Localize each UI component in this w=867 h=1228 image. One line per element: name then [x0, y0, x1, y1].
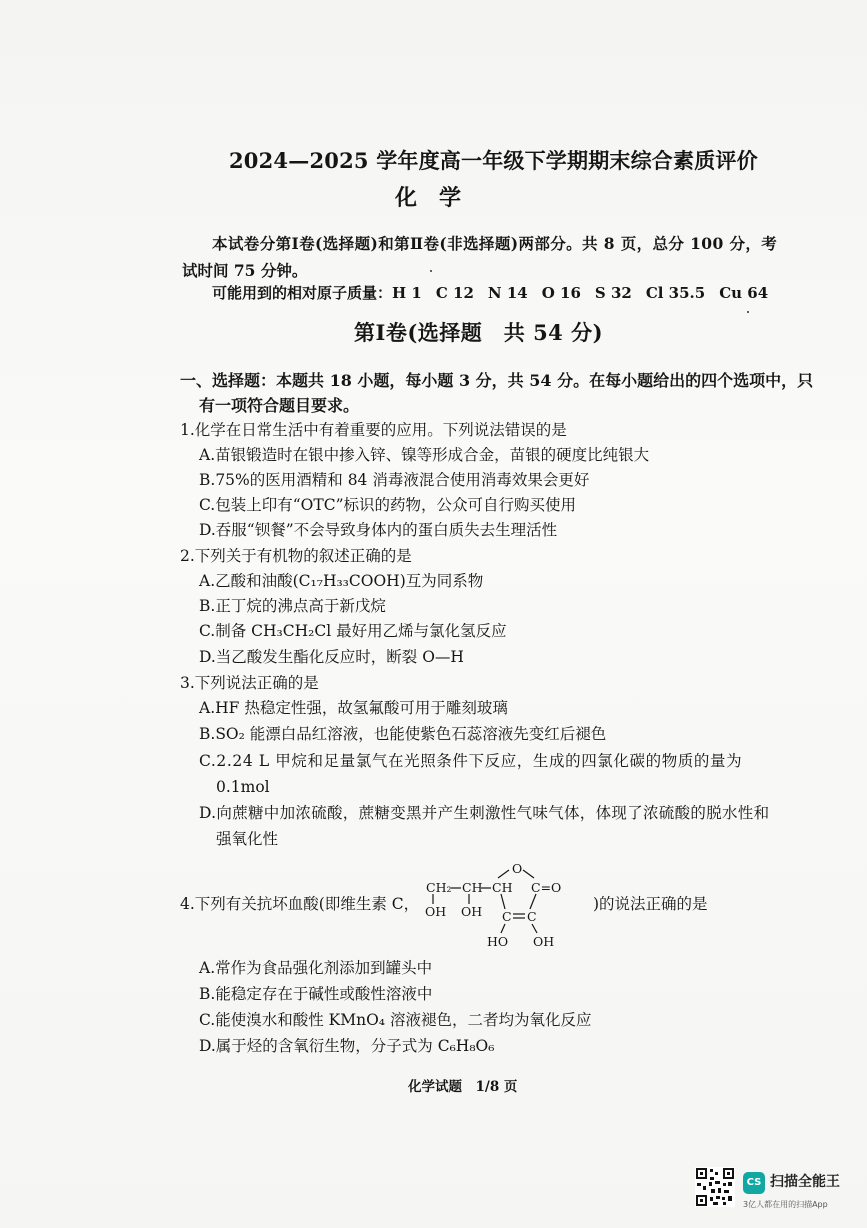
structure-oh-4: OH — [533, 934, 555, 949]
question-3-option-c: C.2.24 L 甲烷和足量氯气在光照条件下反应，生成的四氯化碳的物质的量为 — [199, 752, 743, 770]
question-3-option-b: B.SO₂ 能漂白品红溶液，也能使紫色石蕊溶液先变红后褪色 — [199, 725, 607, 743]
atomic-mass-cl: Cl 35.5 — [645, 284, 706, 302]
intro-line-1: 本试卷分第Ⅰ卷(选择题)和第Ⅱ卷(非选择题)两部分。共 8 页，总分 100 分，考 — [212, 234, 778, 253]
question-2-option-a: A.乙酸和油酸(C₁₇H₃₃COOH)互为同系物 — [199, 572, 484, 590]
question-4-option-c: C.能使溴水和酸性 KMnO₄ 溶液褪色，二者均为氧化反应 — [199, 1011, 592, 1029]
question-2-option-b: B.正丁烷的沸点高于新戊烷 — [199, 597, 386, 615]
question-4-option-a: A.常作为食品强化剂添加到罐头中 — [199, 959, 433, 977]
atomic-mass-c: C 12 — [435, 284, 474, 302]
part-instructions-line-1: 一、选择题：本题共 18 小题，每小题 3 分，共 54 分。在每小题给出的四个选项中，只 — [180, 371, 814, 390]
scan-speck — [430, 270, 432, 272]
exam-title: 2024—2025 学年度高一年级下学期期末综合素质评价 — [229, 148, 758, 173]
bond-c-c — [530, 894, 536, 909]
question-3-option-c-continued: 0.1mol — [216, 778, 270, 796]
structure-oh-1: OH — [425, 904, 447, 919]
atomic-masses — [212, 286, 782, 301]
question-3-option-d-continued: 强氧化性 — [216, 830, 279, 848]
question-1-option-c: C.包装上印有“OTC”标识的药物，公众可自行购买使用 — [199, 496, 576, 514]
atomic-mass-cu: Cu 64 — [719, 284, 769, 302]
question-1-option-d: D.吞服“钡餐”不会导致身体内的蛋白质失去生理活性 — [199, 521, 558, 539]
atomic-mass-s: S 32 — [594, 284, 632, 302]
atomic-mass-n: N 14 — [487, 284, 528, 302]
qr-code-icon — [695, 1167, 735, 1207]
bond-o-ch — [498, 870, 509, 878]
question-4-option-b: B.能稳定存在于碱性或酸性溶液中 — [199, 985, 433, 1003]
page-footer: 化学试题 1/8 页 — [408, 1079, 518, 1095]
vitamin-c-structure — [421, 856, 591, 951]
question-4-stem-end: )的说法正确的是 — [593, 895, 708, 913]
question-4-stem-start: 4.下列有关抗坏血酸(即维生素 C， — [180, 895, 420, 913]
intro-line-2: 试时间 75 分钟。 — [182, 261, 308, 280]
question-1-option-b: B.75%的医用酒精和 84 消毒液混合使用消毒效果会更好 — [199, 471, 590, 489]
bond-o-c — [523, 870, 534, 878]
atomic-mass-h: H 1 — [392, 284, 422, 302]
structure-ring-oxygen: O — [512, 861, 523, 876]
atomic-masses-label: 可能用到的相对原子质量： — [212, 284, 393, 302]
structure-ch2: CH₂ — [426, 880, 452, 895]
question-1-option-a: A.苗银锻造时在银中掺入锌、镍等形成合金，苗银的硬度比纯银大 — [199, 446, 650, 464]
structure-c-left: C — [502, 909, 512, 924]
question-4-option-d: D.属于烃的含氧衍生物，分子式为 C₆H₈O₆ — [199, 1037, 495, 1055]
structure-ch-b: CH — [492, 880, 513, 895]
scan-speck — [747, 311, 749, 313]
subject-title: 化学 — [395, 185, 484, 211]
bond-c-ho — [501, 924, 505, 933]
section-title: 第Ⅰ卷(选择题 共 54 分) — [354, 320, 604, 345]
question-3-option-d: D.向蔗糖中加浓硫酸，蔗糖变黑并产生刺激性气味气体，体现了浓硫酸的脱水性和 — [199, 804, 770, 822]
bond-ch-c — [501, 894, 505, 909]
bond-c-oh — [532, 924, 537, 933]
question-3-option-a: A.HF 热稳定性强，故氢氟酸可用于雕刻玻璃 — [199, 699, 508, 717]
part-instructions-line-2: 有一项符合题目要求。 — [199, 396, 360, 415]
atomic-mass-o: O 16 — [541, 284, 581, 302]
structure-ch-a: CH — [462, 880, 483, 895]
question-2-stem: 2.下列关于有机物的叙述正确的是 — [180, 547, 412, 565]
structure-c-right: C — [527, 909, 537, 924]
question-2-option-c: C.制备 CH₃CH₂Cl 最好用乙烯与氯化氢反应 — [199, 622, 507, 640]
question-3-stem: 3.下列说法正确的是 — [180, 674, 319, 692]
question-1-stem: 1.化学在日常生活中有着重要的应用。下列说法错误的是 — [180, 421, 567, 439]
structure-oh-2: OH — [461, 904, 483, 919]
question-2-option-d: D.当乙酸发生酯化反应时，断裂 O—H — [199, 648, 464, 666]
watermark-tagline: 3亿人都在用的扫描App — [743, 1200, 828, 1209]
watermark-brand: 扫描全能王 — [770, 1174, 840, 1190]
structure-carbonyl: C=O — [531, 880, 562, 895]
camscanner-logo-icon: CS — [743, 1172, 765, 1194]
structure-oh-3: HO — [487, 934, 509, 949]
